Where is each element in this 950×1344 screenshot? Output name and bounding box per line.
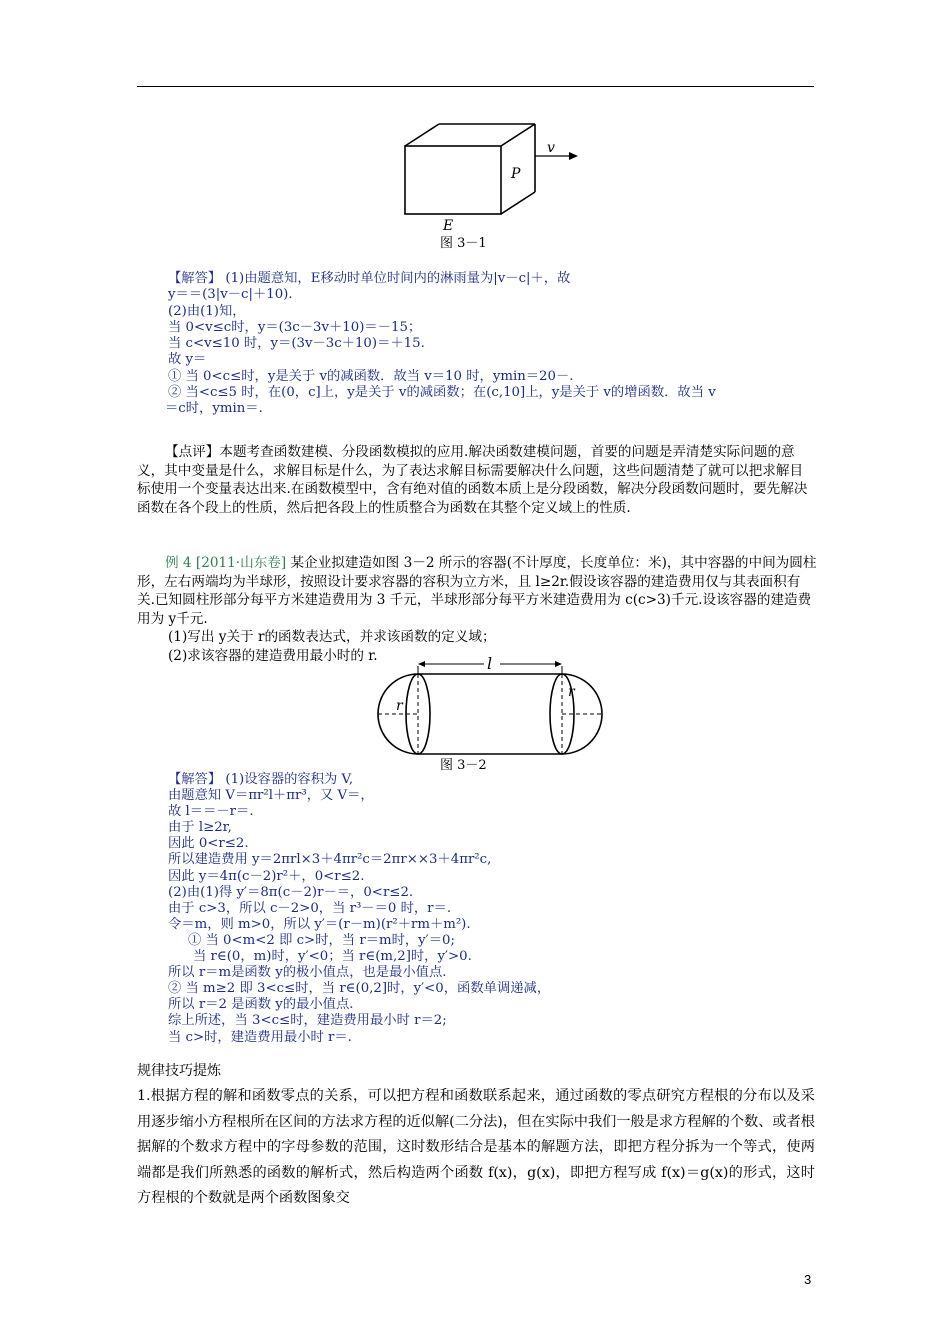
arrow-head-icon (569, 152, 578, 160)
example-4-q1: (1)写出 y关于 r的函数表达式，并求该函数的定义域； (168, 629, 496, 646)
solution-2-line: 由于 l≥2r, (168, 820, 232, 836)
solution-1-line: ＝c时，ymin＝. (165, 401, 263, 417)
solution-2-line: 当 r∈(0，m)时，y′<0；当 r∈(m,2]时，y′>0. (193, 949, 472, 965)
tips-title: 规律技巧提炼 (137, 1063, 221, 1079)
solution-2-line: 所以 r＝2 是函数 y的最小值点. (168, 997, 354, 1013)
dimension-arrow-right-icon (555, 661, 562, 667)
label-P: P (511, 166, 521, 182)
solution-2-line: 由于 c>3，所以 c－2>0，当 r³－＝0 时，r＝. (168, 900, 452, 916)
solution-1-line: 【解答】 (1)由题意知，E移动时单位时间内的淋雨量为|v－c|＋，故 (168, 271, 571, 286)
solution-1-line: y＝＝(3|v－c|＋10). (168, 287, 293, 303)
solution-2 (168, 772, 828, 1046)
label-v: v (547, 140, 555, 156)
label-r-left: r (396, 698, 403, 714)
solution-1-line: 故 y＝ (168, 352, 207, 368)
solution-2-line: 故 l＝＝－r＝. (168, 804, 254, 820)
figure-3-2-caption: 图 3－2 (440, 758, 487, 773)
example-4 (137, 554, 817, 666)
figure-3-1-caption: 图 3－1 (440, 236, 487, 251)
solution-2-line: 当 c>时，建造费用最小时 r＝. (168, 1029, 352, 1045)
solution-2-line: 所以建造费用 y＝2πrl×3＋4πr²c＝2πr××3＋4πr²c, (168, 852, 492, 868)
example-4-q2: (2)求该容器的建造费用最小时的 r. (168, 647, 378, 664)
example-4-text: 某企业拟建造如图 3－2 所示的容器(不计厚度，长度单位：米)，其中容器的中间为圆柱形，左右两端均为半球形，按照设计要求容器的容积为立方米，且 l≥2r.假设该容器的建造费用仅与其表面积有关.已知圆柱形部分每平方米建造费用为 3 千元，半球形部分每平方米建造费用为 c(c>3)千元.设该容器的建造费用为 y千元. (137, 555, 817, 627)
label-E: E (443, 218, 454, 234)
tips-paragraph: 1.根据方程的解和函数零点的关系，可以把方程和函数联系起来，通过函数的零点研究方程根的分布以及采用逐步缩小方程根所在区间的方法求方程的近似解(二分法)，但在实际中我们一般是求方程解的个数、或者根据解的个数求方程中的字母参数的范围，这时数形结合是基本的解题方法，即把方程分拆为一个等式，使两端都是我们所熟悉的函数的解析式，然后构造两个函数 f(x)，g(x)，即把方程写成 f(x)＝g(x)的形式，这时方程根的个数就是两个函数图象交 (137, 1088, 815, 1206)
comment-paragraph: 【点评】本题考查函数建模、分段函数模拟的应用.解决函数建模问题，首要的问题是弄清楚实际问题的意义，其中变量是什么，求解目标是什么，为了表达求解目标需要解决什么问题，这些问题清楚了就可以把求解目标使用一个变量表达出来.在函数模型中，含有绝对值的函数本质上是分段函数，解决分段函数问题时，要先解决函数在各个段上的性质，然后把各段上的性质整合为函数在其整个定义域上的性质. (137, 444, 808, 516)
figure-3-2 (372, 650, 612, 760)
solution-2-line: 【解答】 (1)设容器的容积为 V, (168, 772, 354, 787)
solution-2-line: 因此 y＝4π(c－2)r²＋，0<r≤2. (168, 868, 365, 884)
solution-2-line: 所以 r＝m是函数 y的极小值点，也是最小值点. (168, 965, 447, 981)
solution-1 (165, 271, 828, 418)
solution-1-line: (2)由(1)知， (168, 303, 246, 319)
solution-2-line: 由题意知 V＝πr²l＋πr³，又 V＝， (168, 788, 374, 804)
solution-1-line: 当 c<v≤10 时，y＝(3v－3c＋10)＝＋15. (168, 336, 425, 352)
solution-1-line: ② 当<c≤5 时，在(0，c]上，y是关于 v的减函数；在(c,10]上，y是关于 v的增函数．故当 v (168, 385, 716, 401)
solution-2-line: 因此 0<r≤2. (168, 836, 249, 852)
solution-1-line: ① 当 0<c≤时，y是关于 v的减函数．故当 v＝10 时，ymin＝20－. (168, 368, 574, 384)
solution-2-line: 综上所述，当 3<c≤时，建造费用最小时 r＝2; (168, 1013, 447, 1029)
label-l: l (487, 654, 493, 673)
figure-3-1 (395, 118, 595, 236)
example-4-statement (137, 554, 817, 628)
header-rule (137, 86, 814, 87)
solution-2-line: ① 当 0<m<2 即 c>时，当 r＝m时，y′＝0; (188, 932, 455, 948)
label-r-right: r (568, 684, 575, 700)
solution-2-line: 令＝m，则 m>0，所以 y′＝(r－m)(r²＋rm＋m²). (168, 916, 471, 932)
solution-1-line: 当 0<v≤c时，y＝(3c－3v＋10)＝－15； (168, 319, 422, 335)
solution-2-line: (2)由(1)得 y′＝8π(c－2)r－＝，0<r≤2. (168, 884, 414, 900)
example-4-label: 例 4 [2011·山东卷] (165, 555, 287, 571)
dimension-arrow-left-icon (418, 661, 425, 667)
solution-2-line: ② 当 m≥2 即 3<c≤时，当 r∈(0,2]时，y′<0，函数单调递减， (168, 981, 551, 997)
page-number: 3 (804, 1272, 812, 1287)
